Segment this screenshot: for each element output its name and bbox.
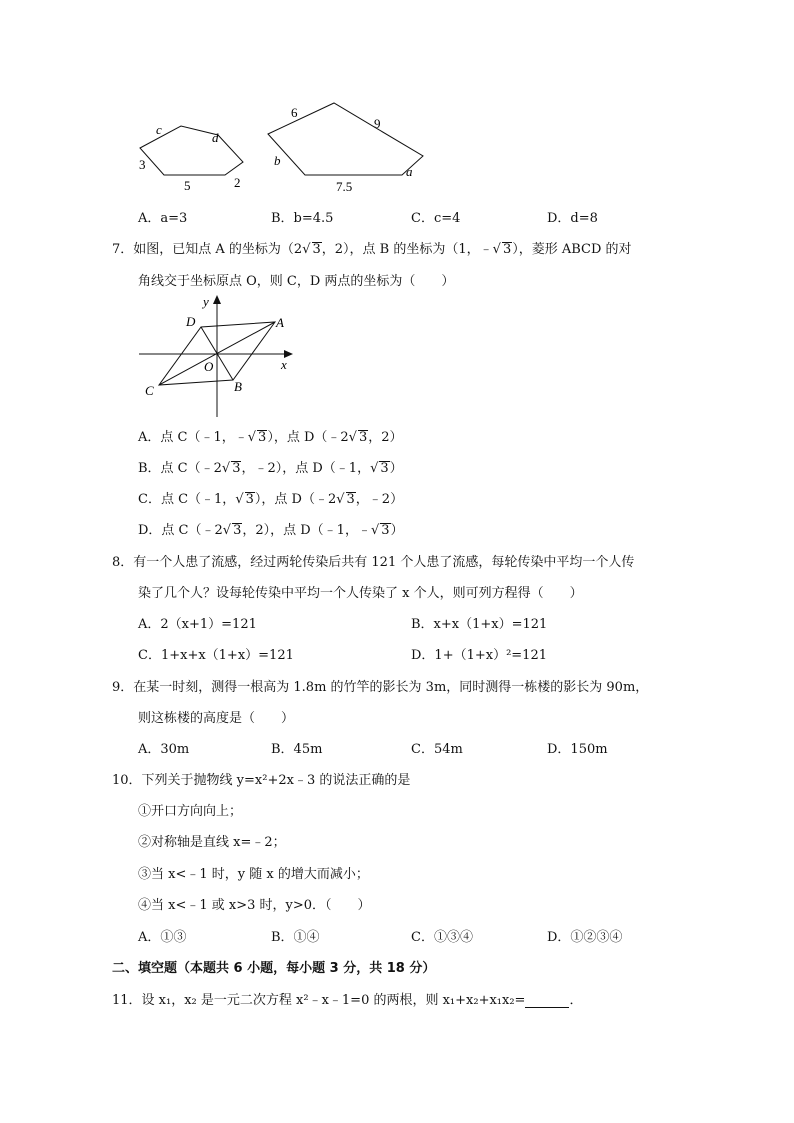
- section-heading-fill-in: 二、填空题（本题共 6 小题，每小题 3 分，共 18 分）: [112, 961, 436, 976]
- label-3: 3: [139, 157, 146, 172]
- label-6: 6: [291, 105, 298, 120]
- q10-option-c: C．①③④: [411, 930, 473, 945]
- label-y: y: [203, 294, 209, 309]
- label-9: 9: [374, 116, 381, 131]
- q8-stem-line1: 8．有一个人患了流感，经过两轮传染后共有 121 个人患了流感，每轮传染中平均一个人传: [112, 555, 635, 570]
- q8-option-a: A．2（x+1）=121: [138, 617, 257, 632]
- q9-option-b: B．45m: [271, 742, 323, 757]
- q9-option-d: D．150m: [547, 742, 608, 757]
- q9-stem-line2: 则这栋楼的高度是（ ）: [138, 711, 295, 726]
- label-7-5: 7.5: [336, 179, 353, 194]
- q6-option-b: B．b=4.5: [271, 211, 334, 226]
- label-x: x: [281, 357, 287, 372]
- label-A: A: [276, 315, 284, 330]
- q10-option-a: A．①③: [138, 930, 187, 945]
- label-C: C: [145, 383, 154, 398]
- q10-option-b: B．①④: [271, 930, 320, 945]
- label-B: B: [234, 379, 242, 394]
- q10-item-4: ④当 x<﹣1 或 x>3 时，y>0．（ ）: [138, 898, 371, 913]
- q11-stem: 11．设 x₁，x₂ 是一元二次方程 x²﹣x﹣1=0 的两根，则 x₁+x₂+x₁x₂= ．: [112, 993, 583, 1008]
- q6-option-a: A．a=3: [138, 211, 188, 226]
- y-axis-arrow: [213, 295, 221, 304]
- label-b: b: [274, 153, 281, 168]
- q10-item-2: ②对称轴是直线 x=﹣2；: [138, 835, 286, 850]
- q10-option-d: D．①②③④: [547, 930, 623, 945]
- q7-option-c: C．点 C（﹣1，√ 3），点 D（﹣2√ 3，﹣2）: [138, 492, 404, 507]
- q7-option-b: B．点 C（﹣2√ 3，﹣2），点 D（﹣1，√ 3）: [138, 461, 403, 476]
- q6-option-d: D．d=8: [547, 211, 598, 226]
- q6-figure: [130, 98, 440, 198]
- q8-option-d: D．1+（1+x）²=121: [411, 648, 547, 663]
- q7-option-a: A．点 C（﹣1，﹣√ 3），点 D（﹣2√ 3，2）: [138, 430, 403, 445]
- q11-answer-blank: [525, 995, 569, 1008]
- q7-option-d: D．点 C（﹣2√ 3，2），点 D（﹣1，﹣√ 3）: [138, 523, 404, 538]
- label-5: 5: [184, 178, 191, 193]
- label-d: d: [212, 130, 219, 145]
- q8-option-c: C．1+x+x（1+x）=121: [138, 648, 294, 663]
- label-a: a: [406, 164, 413, 179]
- q10-stem: 10．下列关于抛物线 y=x²+2x﹣3 的说法正确的是: [112, 773, 411, 788]
- q9-option-c: C．54m: [411, 742, 463, 757]
- q10-item-3: ③当 x<﹣1 时，y 随 x 的增大而减小；: [138, 867, 369, 882]
- q8-stem-line2: 染了几个人？设每轮传染中平均一个人传染了 x 个人，则可列方程得（ ）: [138, 586, 583, 601]
- q10-item-1: ①开口方向向上；: [138, 804, 243, 819]
- q9-option-a: A．30m: [138, 742, 190, 757]
- q7-stem-line1: 7．如图，已知点 A 的坐标为（2√ 3，2），点 B 的坐标为（1，﹣√ 3），菱形 ABCD 的对: [112, 242, 632, 257]
- label-c: c: [156, 122, 162, 137]
- q8-option-b: B．x+x（1+x）=121: [411, 617, 548, 632]
- q7-figure: [136, 290, 301, 420]
- label-2: 2: [234, 175, 241, 190]
- label-O: O: [204, 359, 214, 374]
- q7-stem-line2: 角线交于坐标原点 O，则 C，D 两点的坐标为（ ）: [138, 274, 455, 289]
- q6-option-c: C．c=4: [411, 211, 461, 226]
- label-D: D: [186, 314, 196, 329]
- q9-stem-line1: 9．在某一时刻，测得一根高为 1.8m 的竹竿的影长为 3m，同时测得一栋楼的影长为 90m，: [112, 680, 649, 695]
